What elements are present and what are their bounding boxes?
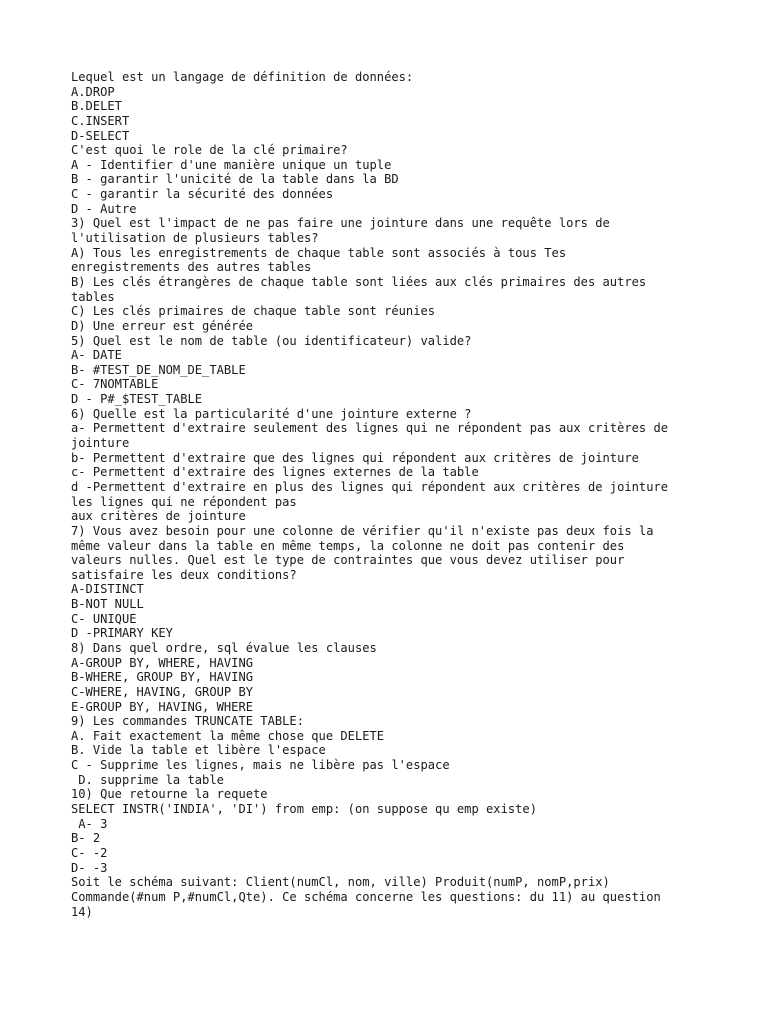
text-line: 3) Quel est l'impact de ne pas faire une jointure dans une requête lors de xyxy=(71,216,610,231)
text-line: B- #TEST_DE_NOM_DE_TABLE xyxy=(71,362,246,377)
text-line: C-WHERE, HAVING, GROUP BY xyxy=(71,684,254,699)
text-line: 6) Quelle est la particularité d'une jointure externe ? xyxy=(71,406,472,421)
text-line: A) Tous les enregistrements de chaque table sont associés à tous Tes xyxy=(71,245,567,260)
text-line: a- Permettent d'extraire seulement des lignes qui ne répondent pas aux critères de xyxy=(71,421,669,436)
document-body xyxy=(71,70,761,919)
text-line: 10) Que retourne la requete xyxy=(71,787,268,802)
text-line: d -Permettent d'extraire en plus des lignes qui répondent aux critères de jointure xyxy=(71,479,669,494)
text-line: c- Permettent d'extraire des lignes externes de la table xyxy=(71,465,479,480)
text-line: B) Les clés étrangères de chaque table sont liées aux clés primaires des autres xyxy=(71,274,647,289)
text-line: SELECT INSTR('INDIA', 'DI') from emp: (on suppose qu emp existe) xyxy=(71,802,537,817)
text-line: les lignes qui ne répondent pas xyxy=(71,494,297,509)
text-line: B-WHERE, GROUP BY, HAVING xyxy=(71,670,254,685)
text-line: même valeur dans la table en même temps, la colonne ne doit pas contenir des xyxy=(71,538,625,553)
text-line: B-NOT NULL xyxy=(71,597,144,612)
text-line: 8) Dans quel ordre, sql évalue les clauses xyxy=(71,640,377,655)
text-line: tables xyxy=(71,289,115,304)
text-line: satisfaire les deux conditions? xyxy=(71,567,297,582)
text-line: Commande(#num P,#numCl,Qte). Ce schéma concerne les questions: du 11) au question xyxy=(71,889,661,904)
text-line: A- DATE xyxy=(71,348,122,363)
text-line: B. Vide la table et libère l'espace xyxy=(71,743,326,758)
text-line: C - garantir la sécurité des données xyxy=(71,187,334,202)
text-line: C- UNIQUE xyxy=(71,611,137,626)
text-line: aux critères de jointure xyxy=(71,509,246,524)
text-line: A-GROUP BY, WHERE, HAVING xyxy=(71,655,254,670)
text-line: C.INSERT xyxy=(71,113,130,128)
text-line: C- -2 xyxy=(71,845,108,860)
text-line: B - garantir l'unicité de la table dans la BD xyxy=(71,172,399,187)
text-line: enregistrements des autres tables xyxy=(71,260,312,275)
text-line: b- Permettent d'extraire que des lignes qui répondent aux critères de jointure xyxy=(71,450,639,465)
text-line: 7) Vous avez besoin pour une colonne de vérifier qu'il n'existe pas deux fois la xyxy=(71,523,654,538)
text-line: A- 3 xyxy=(71,816,108,831)
text-line: A-DISTINCT xyxy=(71,582,144,597)
text-line: C'est quoi le role de la clé primaire? xyxy=(71,143,348,158)
text-line: Soit le schéma suivant: Client(numCl, nom, ville) Produit(numP, nomP,prix) xyxy=(71,875,610,890)
text-line: B- 2 xyxy=(71,831,101,846)
text-line: C) Les clés primaires de chaque table sont réunies xyxy=(71,304,436,319)
text-line: D) Une erreur est générée xyxy=(71,318,254,333)
text-line: E-GROUP BY, HAVING, WHERE xyxy=(71,699,254,714)
text-line: 14) xyxy=(71,904,93,919)
text-line: D - Autre xyxy=(71,201,137,216)
text-line: B.DELET xyxy=(71,99,122,114)
text-line: jointure xyxy=(71,436,130,451)
text-line: A.DROP xyxy=(71,84,115,99)
text-line: A. Fait exactement la même chose que DELETE xyxy=(71,728,385,743)
text-line: 5) Quel est le nom de table (ou identificateur) valide? xyxy=(71,333,472,348)
text-line: D - P#_$TEST_TABLE xyxy=(71,392,203,407)
text-line: C- 7NOMTABLE xyxy=(71,377,159,392)
text-line: A - Identifier d'une manière unique un tuple xyxy=(71,157,392,172)
text-line: D. supprime la table xyxy=(71,772,224,787)
text-line: D-SELECT xyxy=(71,128,130,143)
text-line: l'utilisation de plusieurs tables? xyxy=(71,231,319,246)
text-line: Lequel est un langage de définition de données: xyxy=(71,70,414,84)
text-line: valeurs nulles. Quel est le type de contraintes que vous devez utiliser pour xyxy=(71,553,625,568)
text-line: C - Supprime les lignes, mais ne libère pas l'espace xyxy=(71,758,450,773)
text-line: 9) Les commandes TRUNCATE TABLE: xyxy=(71,714,304,729)
text-line: D -PRIMARY KEY xyxy=(71,626,173,641)
text-line: D- -3 xyxy=(71,860,108,875)
